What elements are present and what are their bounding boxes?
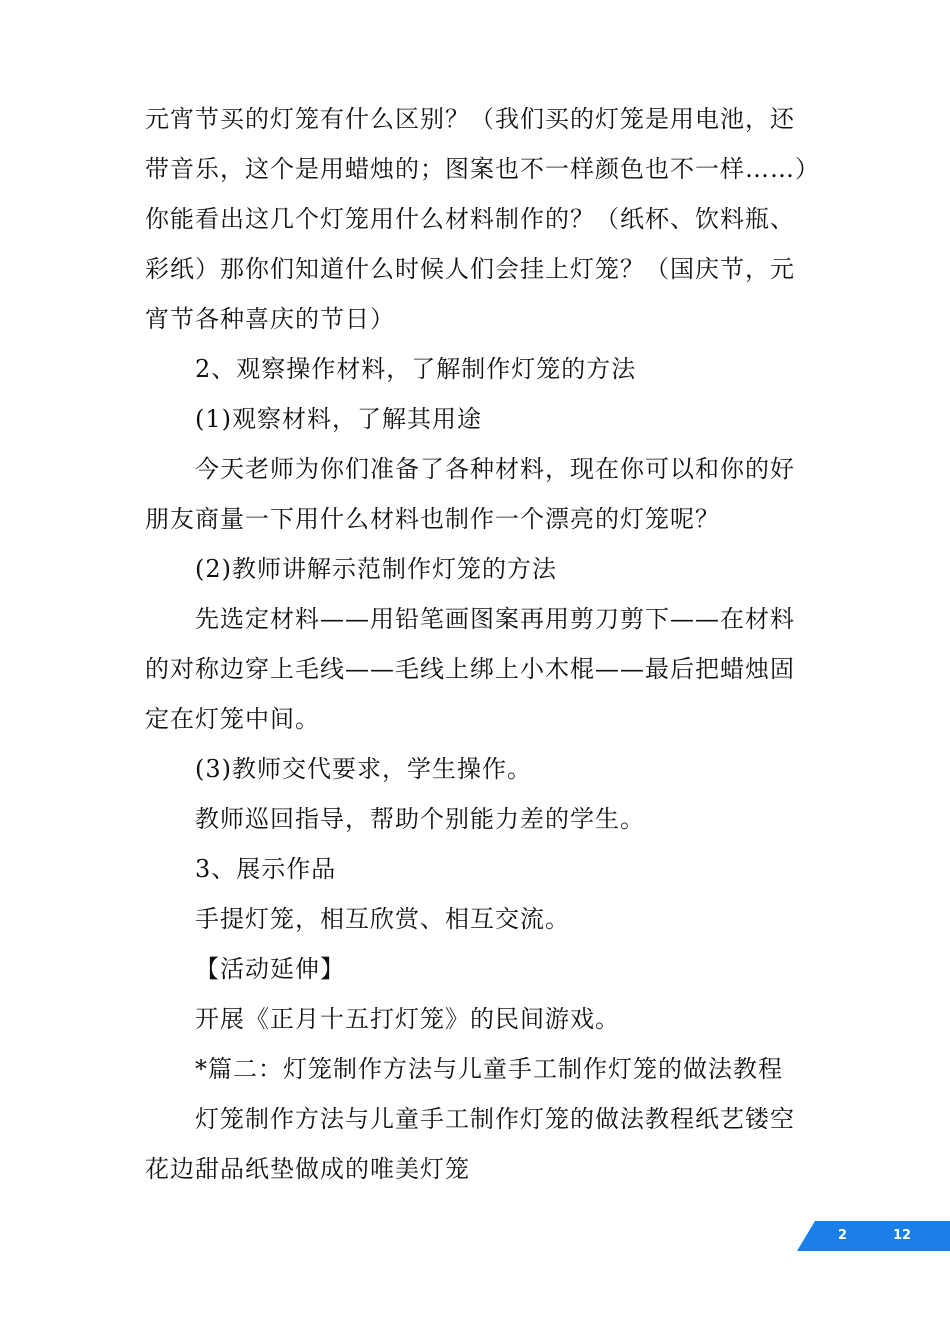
paragraph: 开展《正月十五打灯笼》的民间游戏。 <box>195 1005 620 1033</box>
sub-heading: (2)教师讲解示范制作灯笼的方法 <box>195 555 557 583</box>
page-footer <box>0 1221 950 1251</box>
article-title: *篇二：灯笼制作方法与儿童手工制作灯笼的做法教程 <box>195 1055 783 1083</box>
total-pages-number: 12 <box>893 1228 912 1243</box>
paragraph: 手提灯笼，相互欣赏、相互交流。 <box>195 905 570 933</box>
paragraph: 先选定材料——用铅笔画图案再用剪刀剪下——在材料的对称边穿上毛线——毛线上绑上小木棍——最后把蜡烛固定在灯笼中间。 <box>145 605 795 733</box>
document-body <box>145 94 810 1194</box>
paragraph: 今天老师为你们准备了各种材料，现在你可以和你的好朋友商量一下用什么材料也制作一个漂亮的灯笼呢？ <box>145 455 795 533</box>
sub-heading: (3)教师交代要求，学生操作。 <box>195 755 532 783</box>
section-heading: 【活动延伸】 <box>195 955 345 983</box>
paragraph: 元宵节买的灯笼有什么区别？（我们买的灯笼是用电池，还带音乐，这个是用蜡烛的；图案也不一样颜色也不一样……）你能看出这几个灯笼用什么材料制作的？（纸杯、饮料瓶、彩纸）那你们知道什么时候人们会挂上灯笼？（国庆节，元宵节各种喜庆的节日） <box>145 105 808 333</box>
page-number-banner <box>797 1221 950 1251</box>
paragraph: 灯笼制作方法与儿童手工制作灯笼的做法教程纸艺镂空花边甜品纸垫做成的唯美灯笼 <box>145 1105 795 1183</box>
sub-heading: (1)观察材料，了解其用途 <box>195 405 482 433</box>
section-heading: 3、展示作品 <box>195 855 337 883</box>
paragraph: 教师巡回指导，帮助个别能力差的学生。 <box>195 805 645 833</box>
current-page-number: 2 <box>838 1228 848 1243</box>
section-heading: 2、观察操作材料，了解制作灯笼的方法 <box>195 355 637 383</box>
